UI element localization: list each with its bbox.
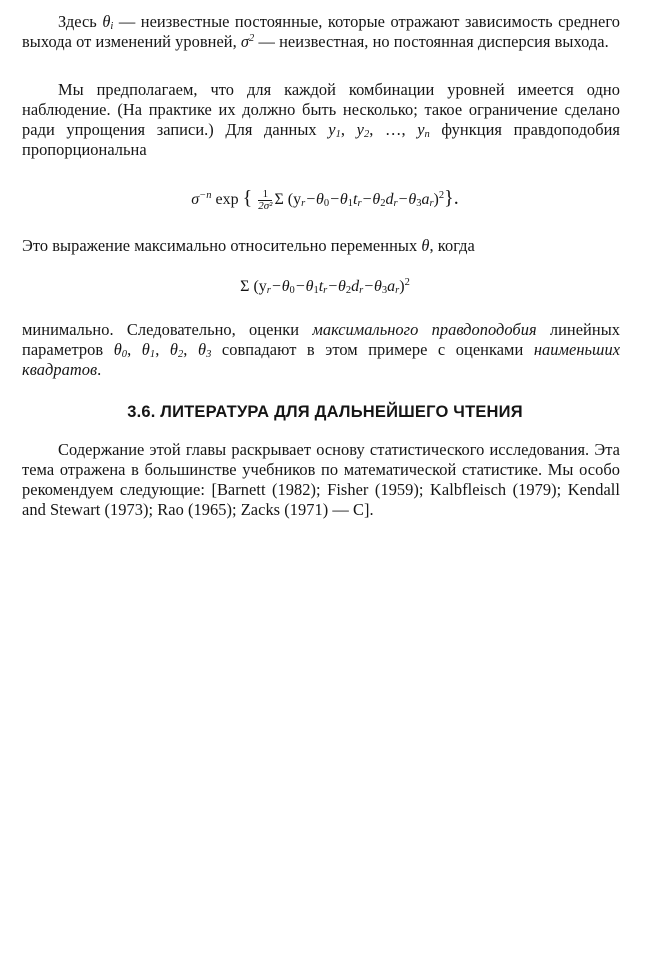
text-segment: — неизвестная, но постоянная дисперсия выхода.: [254, 32, 609, 51]
observations-list: $y_1$, $y_2$, …, $y_n$: [328, 120, 430, 140]
least-squares-formula: Σ $(y_r-\theta_0-\theta_1t_r-\theta_2d_r-\theta_3a_r)^2$: [240, 277, 410, 296]
theta-parameters: $\theta_0$, $\theta_1$, $\theta_2$, $\theta_3$: [113, 340, 212, 360]
paragraph-parameters-description: [22, 12, 620, 52]
sigma-squared-symbol: $\sigma^2$: [240, 32, 255, 51]
fraction: $\frac{1}{\text{2σ²}}$: [258, 187, 273, 212]
likelihood-formula: $\sigma^{-n}$ exp { $\frac{1}{\text{2σ²}}$ Σ $(y_r-\theta_0-\theta_1t_r-\theta_2d_r-\theta_3a_r)^2$}.: [191, 187, 459, 212]
text-segment: , когда: [429, 236, 475, 255]
text-segment: .: [97, 360, 102, 379]
text-segment: совпадают в этом примере с оценками: [211, 340, 534, 359]
text-segment: Здесь: [58, 12, 103, 31]
emphasis-mle: максимального правдоподобия: [312, 320, 537, 339]
text-segment: функция правдоподобия пропорциональна: [22, 120, 620, 159]
paragraph-likelihood-intro: [22, 80, 620, 160]
text-segment: линейных параметров: [22, 320, 620, 359]
text-segment: Это выражение максимально относительно переменных: [22, 236, 422, 255]
theta-i-symbol: $\theta_i$: [102, 12, 114, 32]
text-segment: — неизвестные постоянные, которые отражают зависимость среднего выхода от изменений уровней,: [22, 12, 620, 51]
paragraph-references: Содержание этой главы раскрывает основу статистического исследования. Эта тема отражена в большинстве учебников по математической статистике. Мы особо рекомендуем следующие: [Barnett (1982); Fisher (1959); Kalbfleisch (1979); Kendall and Stewart (1973); Rao (1965); Zacks (1971) — C].: [22, 440, 620, 519]
theta-symbol: θ: [421, 236, 430, 255]
section-heading: 3.6. ЛИТЕРАТУРА ДЛЯ ДАЛЬНЕЙШЕГО ЧТЕНИЯ: [127, 403, 523, 421]
text-segment: минимально. Следовательно, оценки: [22, 320, 313, 339]
emphasis-least-squares: наименьших квадратов: [22, 340, 621, 379]
paragraph-mle-conclusion: [22, 320, 620, 380]
text-segment: Мы предполагаем, что для каждой комбинации уровней имеется одно наблюдение. (На практике их должно быть несколько; такое ограничение сделано ради упрощения записи.) Для данных: [22, 80, 620, 139]
paragraph-maximum-condition: [22, 236, 620, 256]
